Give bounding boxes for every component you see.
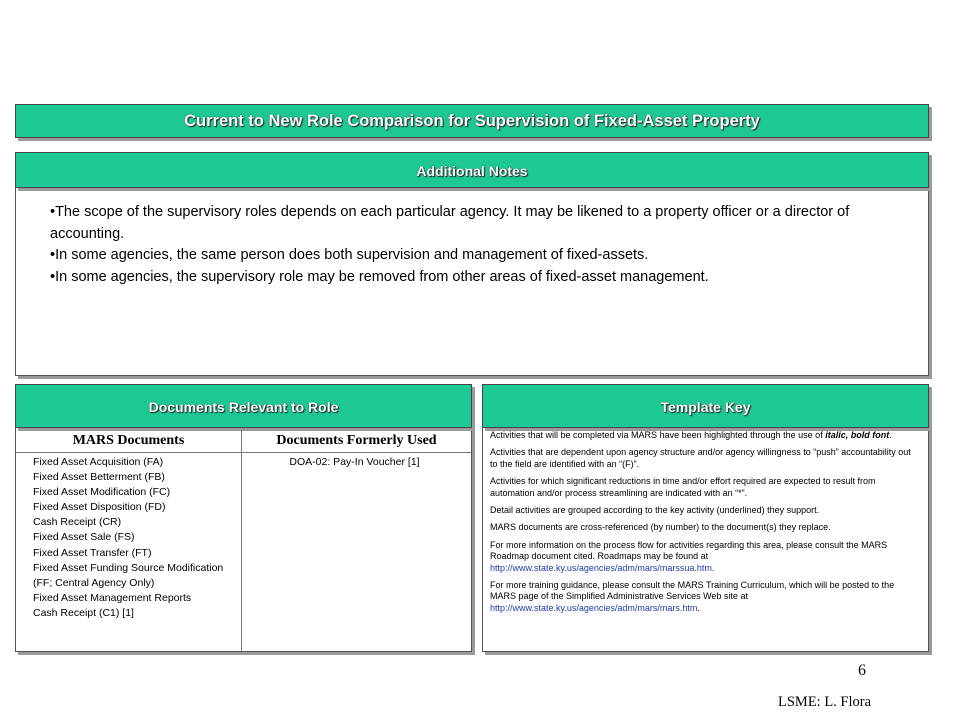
footer-author: LSME: L. Flora: [778, 694, 872, 710]
list-item: Fixed Asset Modification (FC): [33, 486, 171, 499]
styled-example: italic, bold font: [825, 430, 890, 440]
former-documents-header: Documents Formerly Used: [242, 430, 471, 453]
key-paragraph: For more information on the process flow for activities regarding this area, please consult the MARS Roadmap document cited. Roadmaps may be found at http://www.state.ky.us/agencies/adm/mars/marssua.htm.: [490, 539, 888, 573]
training-link[interactable]: http://www.state.ky.us/agencies/adm/mars/mars.htm: [490, 602, 698, 613]
key-paragraph: For more training guidance, please consult the MARS Training Curriculum, which will be posted to the MARS page of the Simplified Administrative Services Web site at http://www.state.ky.us/agencies/adm/mars/mars.htm.: [490, 580, 895, 613]
mars-documents-column: [16, 430, 242, 651]
additional-notes-title: Additional Notes: [416, 163, 528, 179]
documents-title: Documents Relevant to Role: [148, 399, 339, 415]
key-paragraph: MARS documents are cross-referenced (by number) to the document(s) they replace.: [490, 522, 831, 533]
key-paragraph: Activities for which significant reductions in time and/or effort required are expected to result from automation and/or process streamlining are indicated with an “*”.: [490, 476, 876, 498]
list-item: DOA-02: Pay-In Voucher [1]: [289, 456, 420, 468]
mars-documents-header: MARS Documents: [16, 430, 241, 453]
list-item: Fixed Asset Sale (FS): [33, 531, 135, 544]
documents-table: [16, 430, 471, 651]
page-number: 6: [858, 662, 866, 679]
slide-title-bar: [15, 104, 929, 138]
key-paragraph: Activities that are dependent upon agency structure and/or agency willingness to “push” accountability out to the field are identified with an “(F)”.: [490, 447, 911, 469]
template-key-header: [482, 384, 929, 428]
mars-documents-list: [16, 455, 241, 621]
note-bullet: •The scope of the supervisory roles depends on each particular agency. It may be likened to a property officer or a director of accounting.: [50, 204, 850, 242]
list-item: Fixed Asset Management Reports: [33, 591, 192, 604]
list-item: Fixed Asset Transfer (FT): [33, 546, 152, 559]
additional-notes-header: [15, 152, 929, 188]
note-bullet: •In some agencies, the same person does both supervision and management of fixed-assets.: [50, 247, 649, 263]
template-key-title: Template Key: [660, 399, 751, 415]
list-item: Fixed Asset Funding Source Modification (FF; Central Agency Only): [33, 561, 224, 589]
template-key-body: [490, 430, 916, 620]
slide-title: Current to New Role Comparison for Supervision of Fixed-Asset Property: [184, 112, 760, 130]
list-item: Cash Receipt (C1) [1]: [33, 606, 134, 619]
list-item: Cash Receipt (CR): [33, 516, 122, 529]
key-paragraph: Activities that will be completed via MARS have been highlighted through the use of italic, bold font.: [490, 430, 892, 440]
list-item: Fixed Asset Acquisition (FA): [33, 456, 164, 468]
list-item: Fixed Asset Betterment (FB): [33, 471, 165, 484]
additional-notes-body: [50, 202, 910, 288]
note-bullet: •In some agencies, the supervisory role may be removed from other areas of fixed-asset management.: [50, 268, 709, 285]
list-item: Fixed Asset Disposition (FD): [33, 501, 166, 514]
roadmap-link[interactable]: http://www.state.ky.us/agencies/adm/mars/marssua.htm: [490, 562, 712, 573]
documents-header: [15, 384, 472, 428]
former-documents-list: [242, 455, 471, 470]
key-paragraph: Detail activities are grouped according to the key activity (underlined) they support.: [490, 505, 820, 516]
former-documents-column: [242, 430, 471, 651]
